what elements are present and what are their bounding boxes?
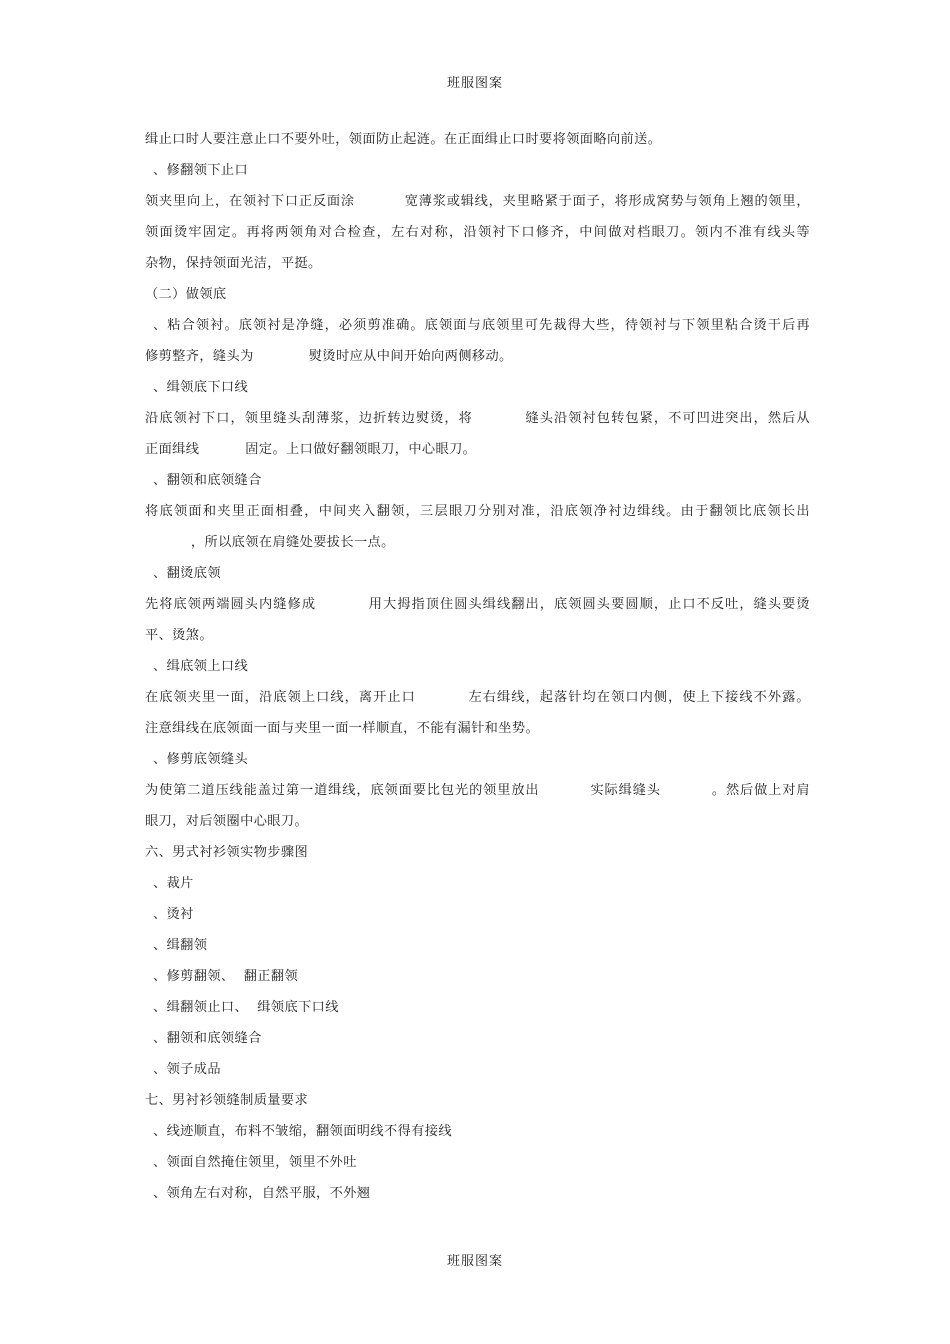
text-line: 将底领面和夹里正面相叠，中间夹入翻领，三层眼刀分别对准，沿底领净衬边缉线。由于翻领比底领长出 — [145, 504, 810, 519]
text-line: ，所以底领在肩缝处要拔长一点。 — [145, 535, 395, 550]
text-line: 正面缉线 固定。上口做好翻领眼刀，中心眼刀。 — [145, 442, 477, 457]
text-line: 、翻烫底领 — [153, 566, 221, 581]
text-line: 先将底领两端圆头内缝修成 用大拇指顶住圆头缉线翻出，底领圆头要圆顺，止口不反吐，缝头要烫 — [145, 597, 810, 612]
text-line: 缉止口时人要注意止口不要外吐，领面防止起涟。在正面缉止口时要将领面略向前送。 — [145, 132, 662, 147]
text-line: 、领面自然掩住领里，领里不外吐 — [153, 1155, 357, 1170]
text-line: 、翻领和底领缝合 — [153, 1031, 262, 1046]
text-line: 为使第二道压线能盖过第一道缉线，底领面要比包光的领里放出 实际缉缝头 。然后做上对肩 — [145, 783, 810, 798]
text-line: 六、男式衬衫领实物步骤图 — [145, 845, 309, 860]
page-footer: 班服图案 — [446, 1254, 503, 1269]
document-body — [145, 128, 810, 1213]
text-line: 、缉领底下口线 — [153, 380, 249, 395]
text-line: 七、男衬衫领缝制质量要求 — [145, 1093, 309, 1108]
text-line: 眼刀，对后领圈中心眼刀。 — [145, 814, 309, 829]
text-line: 修剪整齐，缝头为 熨烫时应从中间开始向两侧移动。 — [145, 349, 513, 364]
text-line: 、粘合领衬。底领衬是净缝，必须剪准确。底领面与底领里可先裁得大些，待领衬与下领里粘合烫干后再 — [153, 318, 810, 333]
text-line: 平、烫煞。 — [145, 628, 213, 643]
text-line: 杂物，保持领面光洁，平挺。 — [145, 256, 322, 271]
text-line: 在底领夹里一面，沿底领上口线，离开止口 左右缉线，起落针均在领口内侧，使上下接线不外露。 — [145, 690, 810, 705]
text-line: 、修剪翻领、 翻正翻领 — [153, 969, 299, 984]
text-line: 领夹里向上，在领衬下口正反面涂 宽薄浆或辑线，夹里略紧于面子，将形成窝势与领角上翘的领里， — [145, 194, 810, 209]
text-line: 、领子成品 — [153, 1062, 221, 1077]
text-line: 注意缉线在底领面一面与夹里一面一样顺直，不能有漏针和坐势。 — [145, 721, 540, 736]
text-line: 、修剪底领缝头 — [153, 752, 249, 767]
text-line: 领面烫牢固定。再将两领角对合检查，左右对称，沿领衬下口修齐，中间做对档眼刀。领内不准有线头等 — [145, 225, 810, 240]
text-line: 、缉翻领止口、 缉领底下口线 — [153, 1000, 339, 1015]
text-line: 、缉底领上口线 — [153, 659, 249, 674]
text-line: 、领角左右对称，自然平服，不外翘 — [153, 1186, 371, 1201]
page-header: 班服图案 — [446, 76, 503, 91]
text-line: 、线迹顺直，布料不皱缩，翻领面明线不得有接线 — [153, 1124, 452, 1139]
text-line: 、缉翻领 — [153, 938, 208, 953]
text-line: 沿底领衬下口，领里缝头刮薄浆，边折转边熨烫，将 缝头沿领衬包转包紧，不可凹进突出，然后从 — [145, 411, 810, 426]
text-line: 、修翻领下止口 — [153, 163, 249, 178]
text-line: 、翻领和底领缝合 — [153, 473, 262, 488]
text-line: 、裁片 — [153, 876, 194, 891]
text-line: 、烫衬 — [153, 907, 194, 922]
text-line: （二）做领底 — [145, 287, 227, 302]
